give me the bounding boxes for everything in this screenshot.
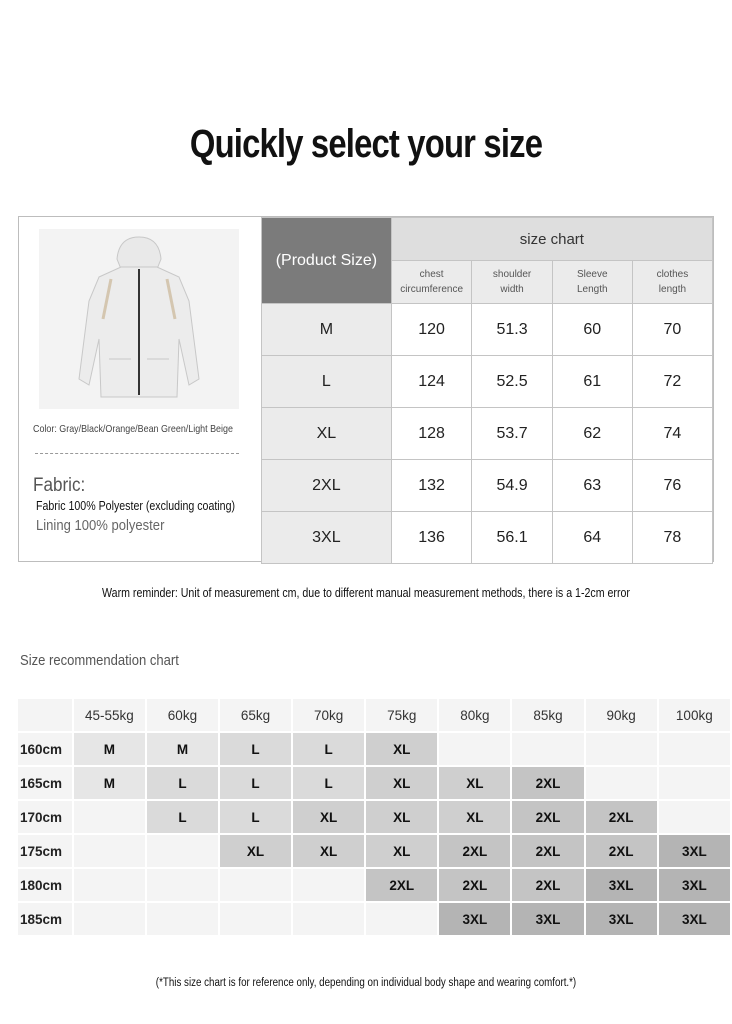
table-cell: 124 bbox=[391, 356, 472, 408]
table-cell: 136 bbox=[391, 512, 472, 564]
weight-header: 75kg bbox=[366, 699, 437, 731]
table-cell: 70 bbox=[632, 304, 712, 356]
table-cell: 54.9 bbox=[472, 460, 552, 512]
weight-header: 100kg bbox=[659, 699, 730, 731]
recommendation-cell bbox=[293, 869, 364, 901]
recommendation-cell bbox=[74, 869, 145, 901]
table-row bbox=[18, 733, 730, 765]
recommendation-cell: XL bbox=[366, 801, 437, 833]
table-cell: 72 bbox=[632, 356, 712, 408]
table-row bbox=[18, 767, 730, 799]
table-cell: 51.3 bbox=[472, 304, 552, 356]
table-cell: 62 bbox=[552, 408, 632, 460]
recommendation-cell bbox=[659, 733, 730, 765]
recommendation-cell: 2XL bbox=[586, 835, 657, 867]
table-cell: 52.5 bbox=[472, 356, 552, 408]
height-header: 180cm bbox=[18, 869, 72, 901]
table-cell: 53.7 bbox=[472, 408, 552, 460]
recommendation-cell: 3XL bbox=[586, 869, 657, 901]
recommendation-cell: XL bbox=[366, 835, 437, 867]
recommendation-cell bbox=[659, 767, 730, 799]
recommendation-cell bbox=[74, 903, 145, 935]
recommendation-cell: L bbox=[147, 801, 218, 833]
fabric-heading: Fabric: bbox=[33, 475, 86, 496]
table-row bbox=[262, 460, 713, 512]
product-size-header: (Product Size) bbox=[262, 218, 392, 304]
recommendation-title: Size recommendation chart bbox=[20, 653, 179, 669]
size-label: XL bbox=[262, 408, 392, 460]
recommendation-cell: M bbox=[74, 733, 145, 765]
recommendation-cell: XL bbox=[220, 835, 291, 867]
table-row bbox=[18, 801, 730, 833]
size-chart-header: size chart bbox=[391, 218, 712, 261]
weight-header: 45-55kg bbox=[74, 699, 145, 731]
recommendation-cell: M bbox=[74, 767, 145, 799]
recommendation-cell: L bbox=[293, 733, 364, 765]
reference-note: (*This size chart is for reference only, depending on individual body shape and wearing comfort.*) bbox=[155, 977, 577, 989]
recommendation-cell: L bbox=[293, 767, 364, 799]
weight-header: 85kg bbox=[512, 699, 583, 731]
height-header: 175cm bbox=[18, 835, 72, 867]
recommendation-cell: 3XL bbox=[586, 903, 657, 935]
divider bbox=[35, 453, 239, 454]
lining-composition: Lining 100% polyester bbox=[36, 518, 165, 534]
recommendation-cell bbox=[439, 733, 510, 765]
size-chart-box bbox=[18, 216, 714, 562]
recommendation-cell: 3XL bbox=[439, 903, 510, 935]
recommendation-cell bbox=[586, 767, 657, 799]
table-row bbox=[262, 408, 713, 460]
table-cell: 74 bbox=[632, 408, 712, 460]
column-header: Sleeve Length bbox=[552, 261, 632, 304]
recommendation-cell: 2XL bbox=[512, 801, 583, 833]
table-row bbox=[262, 304, 713, 356]
recommendation-cell: XL bbox=[439, 801, 510, 833]
table-cell: 63 bbox=[552, 460, 632, 512]
height-header: 185cm bbox=[18, 903, 72, 935]
table-row bbox=[262, 356, 713, 408]
recommendation-cell: 2XL bbox=[512, 869, 583, 901]
table-cell: 61 bbox=[552, 356, 632, 408]
table-cell: 78 bbox=[632, 512, 712, 564]
size-recommendation-table bbox=[16, 697, 732, 937]
table-row bbox=[18, 903, 730, 935]
weight-header: 90kg bbox=[586, 699, 657, 731]
table-row bbox=[262, 512, 713, 564]
table-cell: 132 bbox=[391, 460, 472, 512]
product-panel bbox=[19, 217, 262, 561]
table-row bbox=[18, 869, 730, 901]
recommendation-cell: 3XL bbox=[659, 903, 730, 935]
table-cell: 56.1 bbox=[472, 512, 552, 564]
recommendation-cell: M bbox=[147, 733, 218, 765]
recommendation-cell: 3XL bbox=[512, 903, 583, 935]
table-row bbox=[18, 699, 730, 731]
recommendation-cell: 2XL bbox=[366, 869, 437, 901]
recommendation-cell: 2XL bbox=[439, 869, 510, 901]
recommendation-cell: XL bbox=[366, 733, 437, 765]
recommendation-cell: 2XL bbox=[439, 835, 510, 867]
weight-header: 60kg bbox=[147, 699, 218, 731]
size-chart-table bbox=[261, 217, 713, 564]
height-header: 165cm bbox=[18, 767, 72, 799]
recommendation-cell: L bbox=[220, 733, 291, 765]
recommendation-cell: XL bbox=[293, 801, 364, 833]
weight-header: 70kg bbox=[293, 699, 364, 731]
table-cell: 64 bbox=[552, 512, 632, 564]
weight-header: 80kg bbox=[439, 699, 510, 731]
recommendation-cell: 3XL bbox=[659, 835, 730, 867]
color-options: Color: Gray/Black/Orange/Bean Green/Light Beige bbox=[33, 423, 233, 435]
recommendation-cell: 3XL bbox=[659, 869, 730, 901]
table-cell: 128 bbox=[391, 408, 472, 460]
recommendation-cell bbox=[659, 801, 730, 833]
recommendation-cell bbox=[220, 903, 291, 935]
column-header: shoulder width bbox=[472, 261, 552, 304]
recommendation-cell: XL bbox=[293, 835, 364, 867]
recommendation-cell: XL bbox=[439, 767, 510, 799]
column-header: chest circumference bbox=[391, 261, 472, 304]
size-label: 2XL bbox=[262, 460, 392, 512]
recommendation-cell: L bbox=[220, 767, 291, 799]
recommendation-cell: XL bbox=[366, 767, 437, 799]
recommendation-cell bbox=[74, 835, 145, 867]
measurement-reminder: Warm reminder: Unit of measurement cm, due to different manual measurement methods, there is a 1-2cm error bbox=[102, 586, 630, 600]
table-row bbox=[18, 835, 730, 867]
recommendation-cell bbox=[220, 869, 291, 901]
corner-cell bbox=[18, 699, 72, 731]
table-cell: 120 bbox=[391, 304, 472, 356]
recommendation-cell bbox=[74, 801, 145, 833]
page-title: Quickly select your size bbox=[189, 122, 543, 166]
recommendation-cell bbox=[147, 903, 218, 935]
recommendation-cell bbox=[366, 903, 437, 935]
table-cell: 76 bbox=[632, 460, 712, 512]
recommendation-cell: L bbox=[220, 801, 291, 833]
recommendation-cell bbox=[512, 733, 583, 765]
table-cell: 60 bbox=[552, 304, 632, 356]
recommendation-cell: L bbox=[147, 767, 218, 799]
recommendation-cell bbox=[147, 869, 218, 901]
size-label: L bbox=[262, 356, 392, 408]
recommendation-cell: 2XL bbox=[586, 801, 657, 833]
height-header: 160cm bbox=[18, 733, 72, 765]
height-header: 170cm bbox=[18, 801, 72, 833]
fabric-composition: Fabric 100% Polyester (excluding coating) bbox=[36, 499, 236, 513]
size-label: 3XL bbox=[262, 512, 392, 564]
column-header: clothes length bbox=[632, 261, 712, 304]
jacket-image bbox=[39, 229, 239, 409]
recommendation-cell bbox=[147, 835, 218, 867]
recommendation-cell: 2XL bbox=[512, 835, 583, 867]
weight-header: 65kg bbox=[220, 699, 291, 731]
size-label: M bbox=[262, 304, 392, 356]
recommendation-cell: 2XL bbox=[512, 767, 583, 799]
recommendation-cell bbox=[586, 733, 657, 765]
recommendation-cell bbox=[293, 903, 364, 935]
